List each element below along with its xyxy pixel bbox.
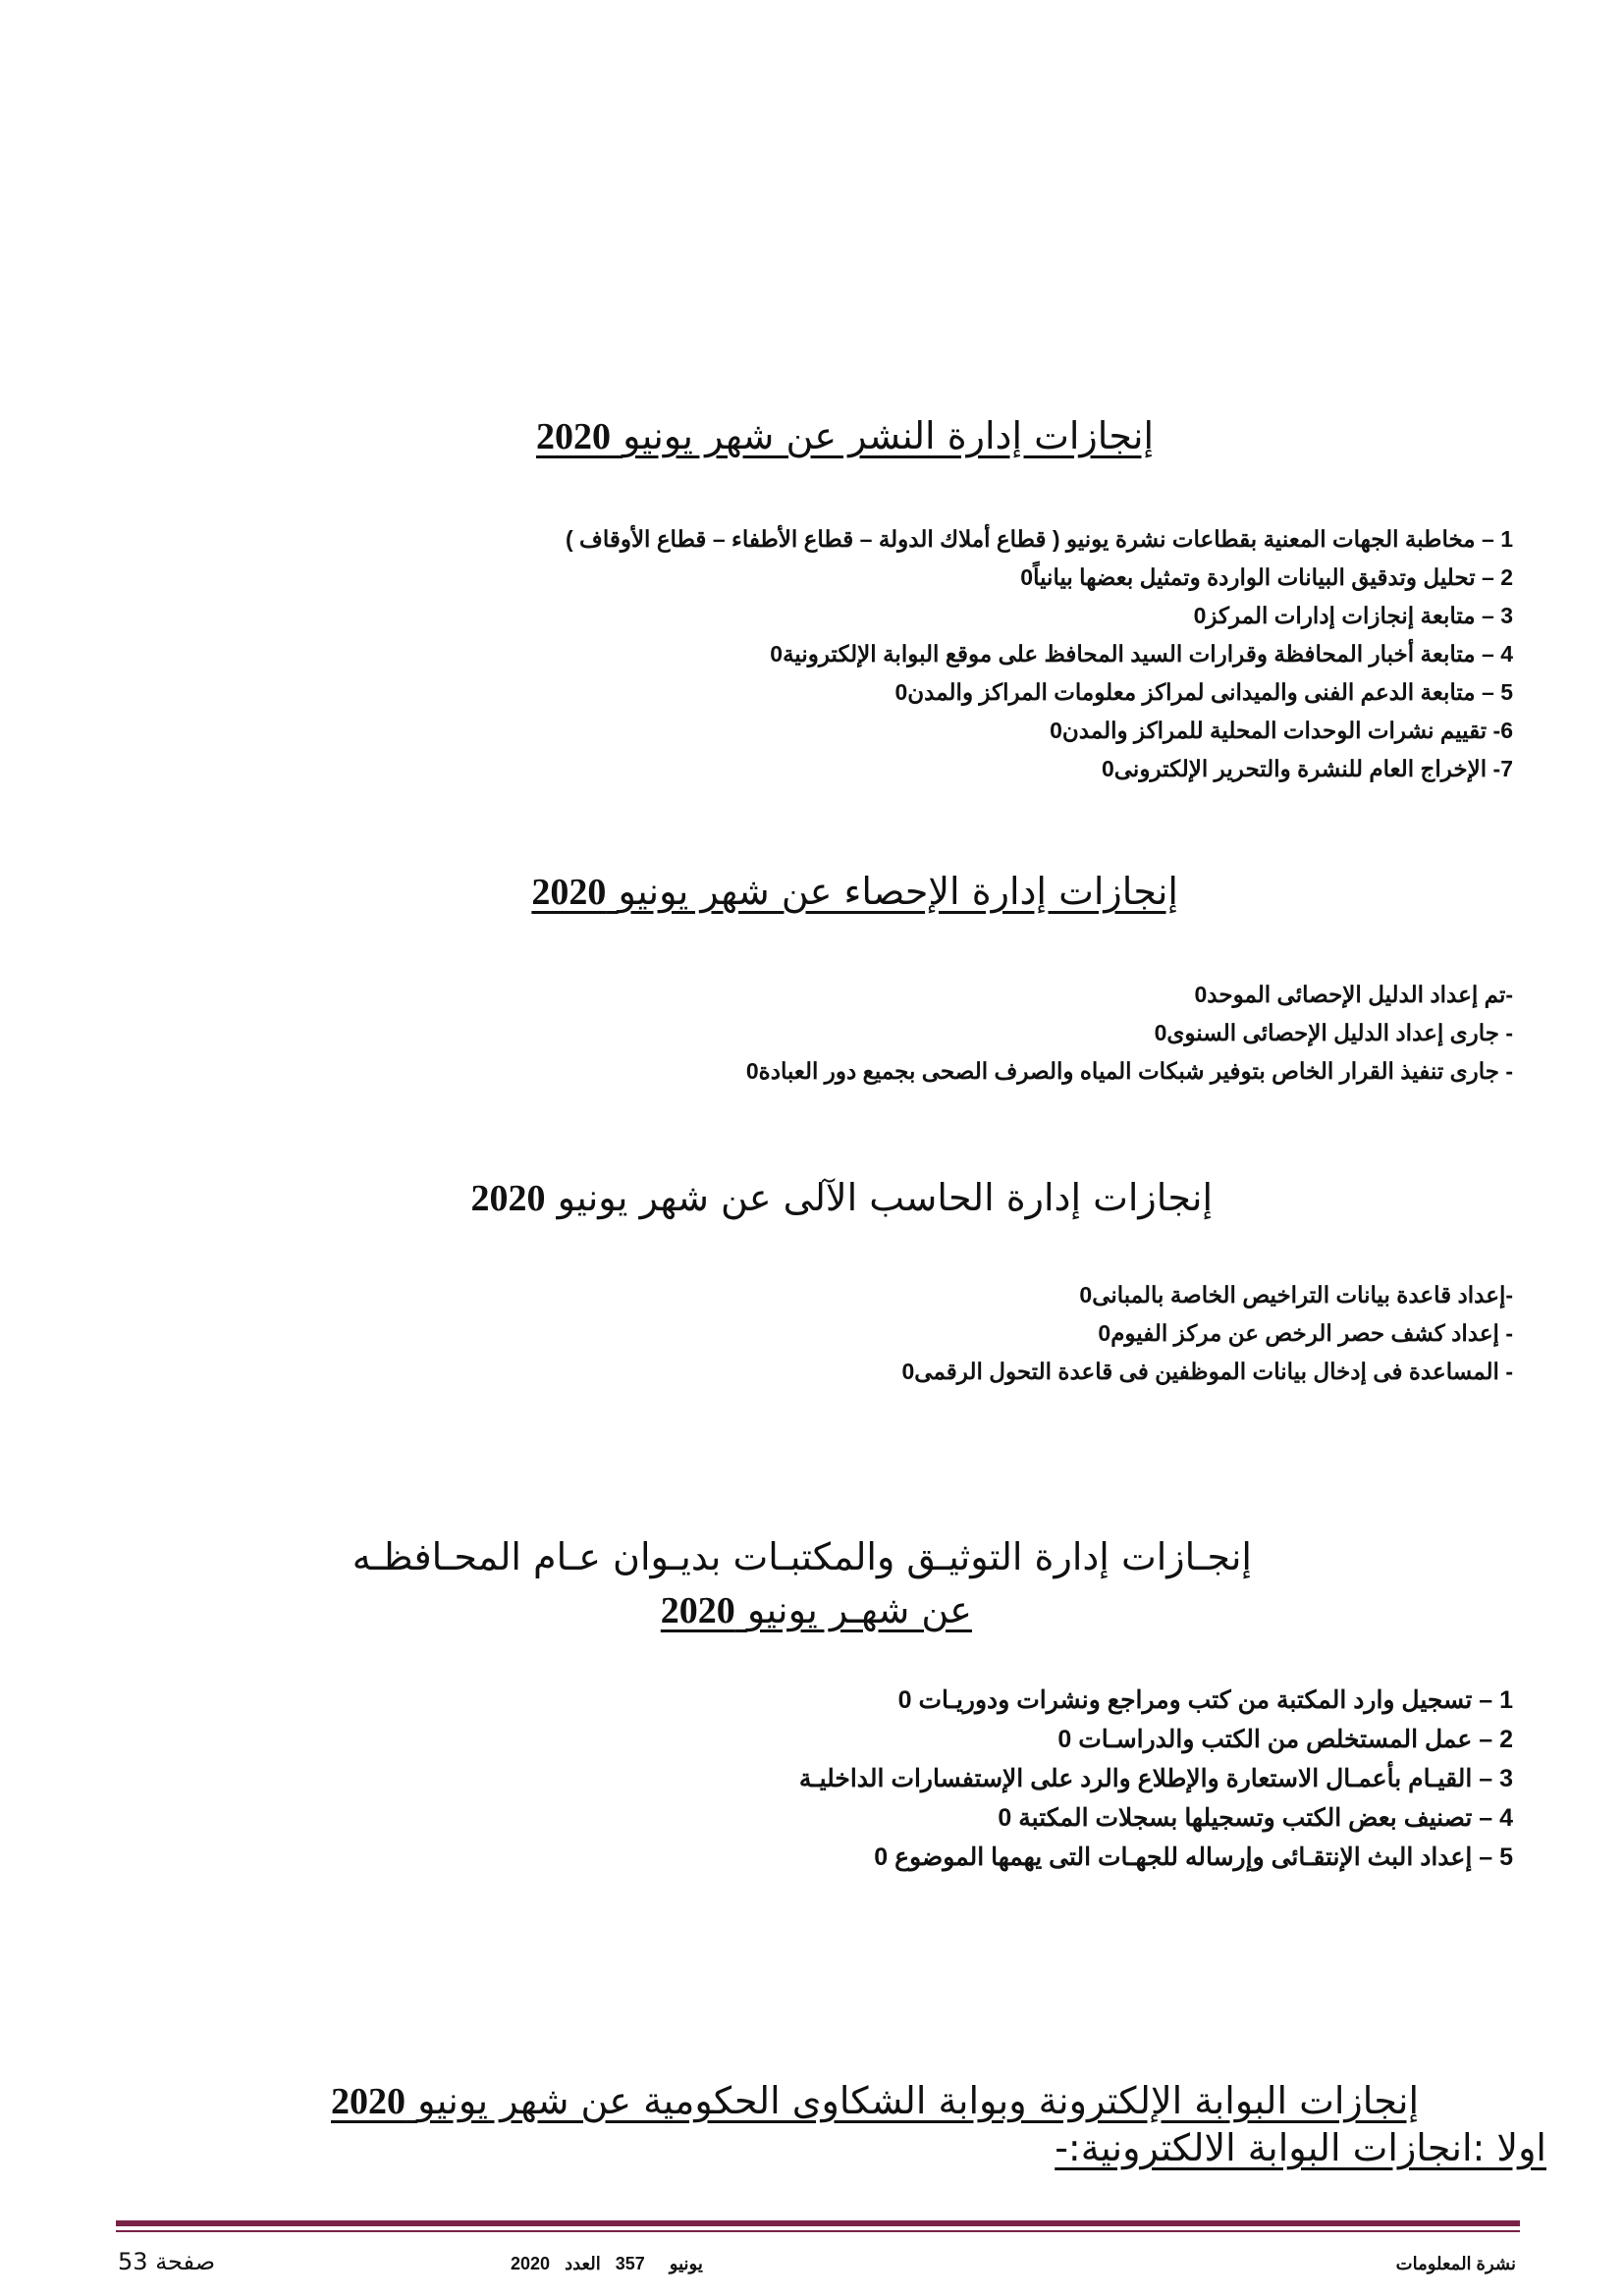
list-item: - جارى إعداد الدليل الإحصائى السنوى0 xyxy=(1154,1020,1513,1045)
list-item: 4 – تصنيف بعض الكتب وتسجيلها بسجلات المكتبة 0 xyxy=(998,1804,1513,1832)
statistics-year: 2020 xyxy=(531,872,607,913)
list-item: 1 – مخاطبة الجهات المعنية بقطاعات نشرة يونيو ( قطاع أملاك الدولة – قطاع الأطفاء – قطاع الأوقاف ) xyxy=(565,526,1513,552)
footer-issue xyxy=(511,2254,703,2274)
portal-year: 2020 xyxy=(331,2081,406,2122)
footer-issue-number: 357 xyxy=(615,2254,645,2273)
statistics-title-text: إنجازات إدارة الإحصاء عن شهر يونيو xyxy=(618,870,1178,913)
list-item: - المساعدة فى إدخال بيانات الموظفين فى قاعدة التحول الرقمى0 xyxy=(901,1359,1513,1384)
footer-year: 2020 xyxy=(511,2254,551,2273)
publishing-list xyxy=(305,520,1513,788)
list-item: 7- الإخراج العام للنشرة والتحرير الإلكترونى0 xyxy=(1101,756,1513,781)
documentation-list xyxy=(305,1681,1513,1877)
list-item: - جارى تنفيذ القرار الخاص بتوفير شبكات المياه والصرف الصحى بجميع دور العبادة0 xyxy=(745,1058,1513,1084)
list-item: 4 – متابعة أخبار المحافظة وقرارات السيد المحافظ على موقع البوابة الإلكترونية0 xyxy=(770,641,1513,667)
documentation-title xyxy=(352,1533,1252,1581)
computer-list xyxy=(305,1276,1513,1391)
list-item: 1 – تسجيل وارد المكتبة من كتب ومراجع ونشرات ودوريـات 0 xyxy=(897,1686,1513,1714)
list-item: 2 – تحليل وتدقيق البيانات الواردة وتمثيل بعضها بيانياً0 xyxy=(1020,564,1513,590)
list-item: -تم إعداد الدليل الإحصائى الموحد0 xyxy=(1194,982,1513,1007)
documentation-title-line1: إنجـازات إدارة التوثيـق والمكتبـات بديـوان عـام المحـافظـه xyxy=(352,1535,1252,1578)
computer-title-text: إنجازات إدارة الحاسب الآلى عن شهر يونيو xyxy=(557,1176,1213,1219)
publishing-title xyxy=(486,412,1154,461)
footer-publication: نشرة المعلومات xyxy=(1395,2254,1516,2273)
footer-divider-thin xyxy=(116,2230,1520,2232)
documentation-title-line2: عن شهـر يونيو xyxy=(746,1588,972,1631)
list-item: 3 – القيـام بأعمـال الاستعارة والإطلاع والرد على الإستفسارات الداخليـة xyxy=(798,1765,1513,1792)
documentation-subtitle xyxy=(660,1586,972,1635)
footer-page-label: صفحة xyxy=(155,2248,216,2275)
footer-divider xyxy=(116,2220,1520,2226)
portal-title-text: إنجازات البوابة الإلكترونة وبوابة الشكاوى الحكومية عن شهر يونيو xyxy=(417,2079,1419,2122)
publishing-title-text: إنجازات إدارة النشر عن شهر يونيو xyxy=(623,414,1154,457)
list-item: 5 – متابعة الدعم الفنى والميدانى لمراكز معلومات المراكز والمدن0 xyxy=(894,679,1513,705)
portal-title xyxy=(216,2077,1419,2126)
footer-issue-label: العدد xyxy=(565,2254,601,2273)
list-item: - إعداد كشف حصر الرخص عن مركز الفيوم0 xyxy=(1098,1320,1513,1346)
list-item: -إعداد قاعدة بيانات التراخيص الخاصة بالمبانى0 xyxy=(1079,1282,1513,1308)
statistics-title xyxy=(457,868,1178,917)
documentation-year: 2020 xyxy=(660,1590,735,1631)
footer-page xyxy=(118,2248,215,2275)
computer-title xyxy=(412,1174,1213,1223)
portal-subtitle-text: اولا :انجازات البوابة الالكترونية:- xyxy=(1055,2126,1546,2169)
list-item: 5 – إعداد البث الإنتقـائى وإرساله للجهـات التى يهمها الموضوع 0 xyxy=(874,1843,1513,1871)
list-item: 2 – عمل المستخلص من الكتب والدراسـات 0 xyxy=(1057,1726,1513,1753)
list-item: 6- تقييم نشرات الوحدات المحلية للمراكز والمدن0 xyxy=(1050,718,1513,743)
publishing-year: 2020 xyxy=(536,416,612,457)
footer-page-number: 53 xyxy=(118,2248,148,2275)
list-item: 3 – متابعة إنجازات إدارات المركز0 xyxy=(1193,603,1513,628)
footer-month: يونيو xyxy=(669,2254,703,2273)
portal-subtitle xyxy=(1001,2124,1546,2172)
statistics-list xyxy=(305,976,1513,1091)
computer-year: 2020 xyxy=(470,1178,546,1219)
